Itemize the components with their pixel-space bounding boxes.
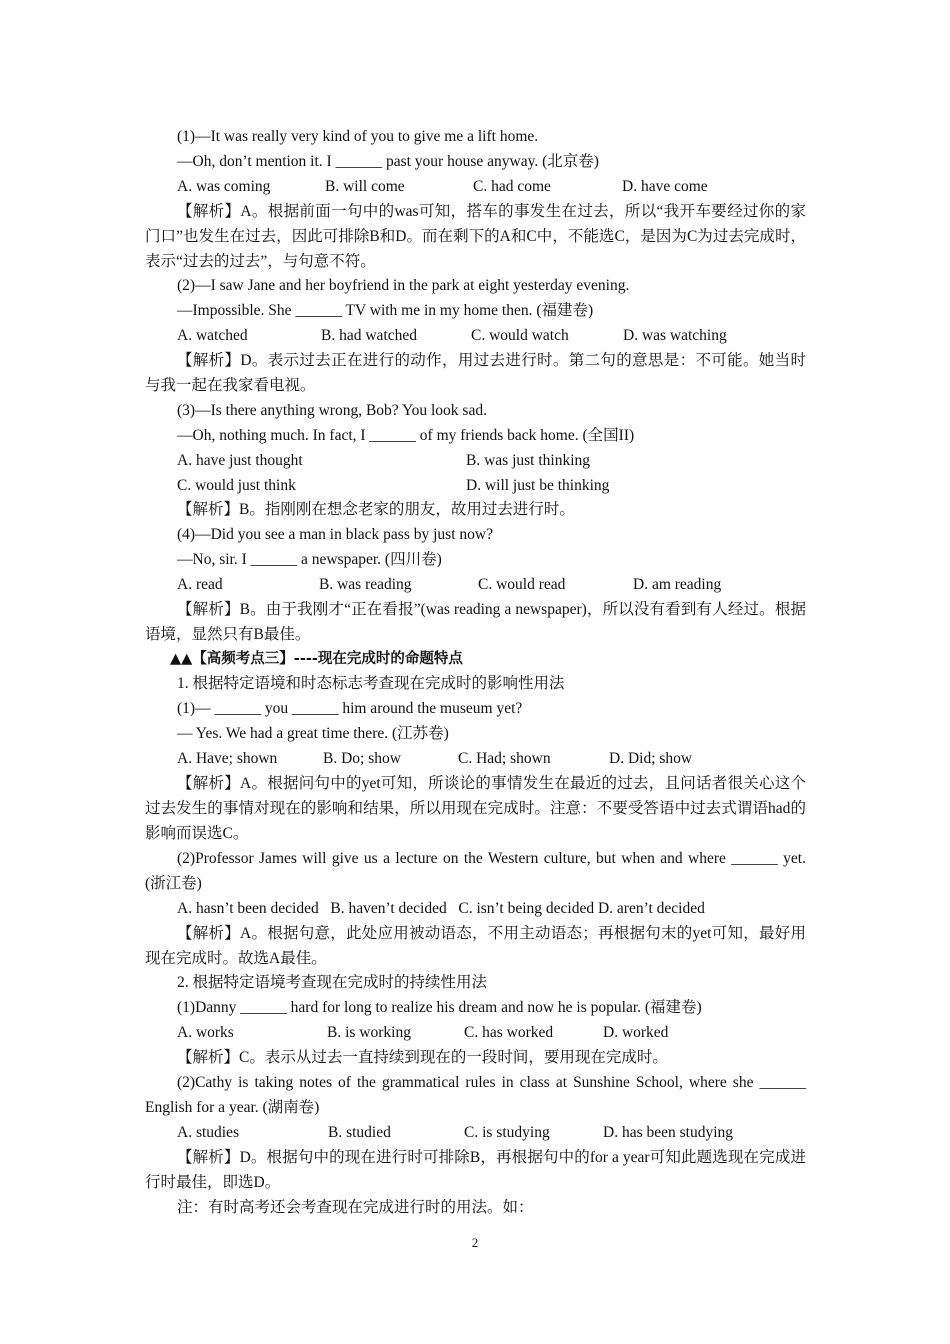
p2q1-option-b: B. is working <box>327 1024 411 1041</box>
q1-analysis: 【解析】A。根据前面一句中的was可知，搭车的事发生在过去，所以“我开车要经过你的家门口”也发生在过去，因此可排除B和D。而在剩下的A和C中，不能选C，是因为C为过去完成时，表示“过去的过去”，与句意不符。 <box>145 203 806 270</box>
q4-reply: —No, sir. I ______ a newspaper. (四川卷) <box>177 551 442 568</box>
q4-option-b: B. was reading <box>319 576 412 593</box>
point-1-title: 1. 根据特定语境和时态标志考查现在完成时的影响性用法 <box>177 675 565 692</box>
q1-option-c: C. had come <box>473 178 551 195</box>
q1-stem: (1)—It was really very kind of you to give me a lift home. <box>177 128 539 145</box>
q3-option-a: A. have just thought <box>177 452 303 469</box>
p2q2-stem: (2)Cathy is taking notes of the grammatical rules in class at Sunshine School, where she ______ English for a year. (湖南卷) <box>145 1074 806 1116</box>
p2q1-analysis: 【解析】C。表示从过去一直持续到现在的一段时间，要用现在完成时。 <box>177 1049 668 1066</box>
p1q2-analysis: 【解析】A。根据句意，此处应用被动语态，不用主动语态；再根据句末的yet可知，最好用现在完成时。故选A最佳。 <box>145 925 806 967</box>
p2q1-option-d: D. worked <box>603 1024 669 1041</box>
q2-option-b: B. had watched <box>321 327 417 344</box>
q4-option-a: A. read <box>177 576 223 593</box>
p1q2-options: A. hasn’t been decided B. haven’t decided C. isn’t being decided D. aren’t decided <box>177 900 705 917</box>
q3-option-b: B. was just thinking <box>466 452 591 469</box>
p2q1-option-c: C. has worked <box>464 1024 554 1041</box>
page-number: 2 <box>471 1235 479 1250</box>
q2-option-d: D. was watching <box>623 327 727 344</box>
p2q2-option-b: B. studied <box>328 1124 391 1141</box>
q3-stem: (3)—Is there anything wrong, Bob? You look sad. <box>177 402 487 419</box>
q2-option-c: C. would watch <box>471 327 569 344</box>
p1q1-option-c: C. Had; shown <box>458 750 551 767</box>
p1q1-reply: — Yes. We had a great time there. (江苏卷) <box>177 725 449 742</box>
q2-analysis: 【解析】D。表示过去正在进行的动作，用过去进行时。第二句的意思是：不可能。她当时与我一起在我家看电视。 <box>145 352 806 394</box>
p2q2-option-c: C. is studying <box>464 1124 550 1141</box>
q3-analysis: 【解析】B。指刚刚在想念老家的朋友，故用过去进行时。 <box>177 501 575 518</box>
p2q2-option-d: D. has been studying <box>603 1124 734 1141</box>
p2q1-stem: (1)Danny ______ hard for long to realize his dream and now he is popular. (福建卷) <box>177 999 702 1016</box>
q1-option-d: D. have come <box>622 178 708 195</box>
q4-stem: (4)—Did you see a man in black pass by just now? <box>177 526 493 543</box>
p1q2-stem: (2)Professor James will give us a lecture on the Western culture, but when and where ______ yet. (浙江卷) <box>145 850 806 892</box>
q4-option-d: D. am reading <box>633 576 722 593</box>
section-heading: ▲▲【高频考点三】----现在完成时的命题特点 <box>170 651 463 667</box>
q2-reply: —Impossible. She ______ TV with me in my home then. (福建卷) <box>177 302 594 319</box>
q4-analysis: 【解析】B。由于我刚才“正在看报”(was reading a newspaper)，所以没有看到有人经过。根据语境，显然只有B最佳。 <box>145 601 806 643</box>
note-line: 注：有时高考还会考查现在完成进行时的用法。如： <box>177 1199 534 1216</box>
p1q1-option-b: B. Do; show <box>323 750 401 767</box>
q2-stem: (2)—I saw Jane and her boyfriend in the park at eight yesterday evening. <box>177 277 630 294</box>
q2-option-a: A. watched <box>177 327 248 344</box>
point-2-title: 2. 根据特定语境考查现在完成时的持续性用法 <box>177 974 488 991</box>
q1-option-b: B. will come <box>325 178 405 195</box>
q3-option-d: D. will just be thinking <box>466 477 610 494</box>
q4-option-c: C. would read <box>478 576 566 593</box>
q1-option-a: A. was coming <box>177 178 271 195</box>
q1-reply: —Oh, don’t mention it. I ______ past your house anyway. (北京卷) <box>177 153 599 170</box>
q3-option-c: C. would just think <box>177 477 296 494</box>
p1q1-option-d: D. Did; show <box>609 750 693 767</box>
p1q1-stem: (1)— ______ you ______ him around the museum yet? <box>177 700 523 717</box>
p1q1-analysis: 【解析】A。根据问句中的yet可知，所谈论的事情发生在最近的过去，且问话者很关心这个过去发生的事情对现在的影响和结果，所以用现在完成时。注意：不要受答语中过去式谓语had的影响而误选C。 <box>145 775 806 842</box>
p2q1-option-a: A. works <box>177 1024 234 1041</box>
p2q2-option-a: A. studies <box>177 1124 239 1141</box>
q3-reply: —Oh, nothing much. In fact, I ______ of my friends back home. (全国II) <box>177 427 635 444</box>
p1q1-option-a: A. Have; shown <box>177 750 278 767</box>
p2q2-analysis: 【解析】D。根据句中的现在进行时可排除B，再根据句中的for a year可知此题选现在完成进行时最佳，即选D。 <box>145 1149 806 1191</box>
